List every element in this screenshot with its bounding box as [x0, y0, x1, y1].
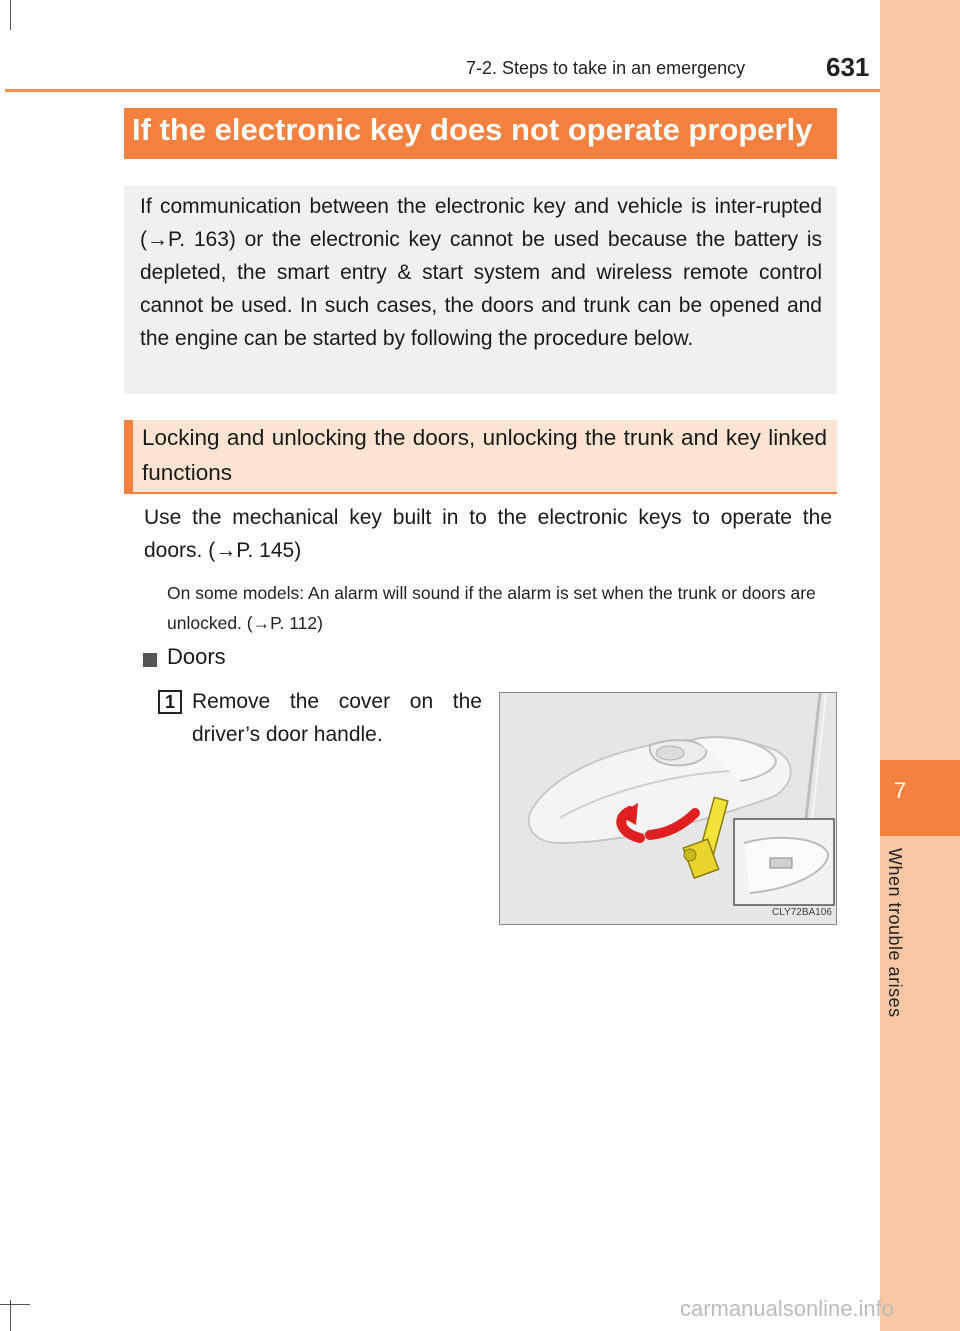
section-heading-box	[124, 420, 837, 494]
intro-text: If communication between the electronic key and vehicle is inter-rupted (→P. 163) or the electronic key cannot be used because the battery is depleted, the smart entry & start system and wireless remote control cannot be used. In such cases, the doors and trunk can be opened and the engine can be started by following the procedure below.	[140, 195, 822, 350]
square-bullet-icon	[143, 653, 157, 667]
crop-mark	[0, 1304, 30, 1305]
figure-code: CLY72BA106	[772, 907, 832, 918]
section-accent	[124, 420, 133, 492]
section-heading: Locking and unlocking the doors, unlocking the trunk and key linked functions	[142, 425, 827, 485]
step-number: 1	[158, 690, 182, 714]
header-section: 7-2. Steps to take in an emergency	[466, 58, 746, 78]
watermark[interactable]: carmanualsonline.info	[680, 1296, 895, 1321]
side-tab	[880, 0, 960, 1331]
page-number: 631	[826, 52, 870, 82]
body-paragraph: Use the mechanical key built in to the electronic keys to operate the doors. (→P. 145)	[144, 506, 832, 562]
crop-mark	[10, 0, 11, 30]
chapter-title: When trouble arises	[885, 848, 905, 1018]
header-rule	[5, 89, 880, 92]
door-handle-drawing	[500, 693, 837, 925]
page-title: If the electronic key does not operate properly	[132, 112, 813, 147]
note-paragraph: On some models: An alarm will sound if the alarm is set when the trunk or doors are unlocked. (→P. 112)	[167, 583, 816, 633]
step-text: Remove the cover on the driver’s door handle.	[192, 690, 482, 746]
door-handle-illustration	[499, 692, 837, 925]
chapter-number: 7	[893, 778, 907, 803]
title-bar	[124, 108, 837, 159]
subsection-heading: Doors	[167, 644, 226, 669]
intro-box	[124, 186, 837, 394]
crop-mark	[10, 1300, 11, 1331]
